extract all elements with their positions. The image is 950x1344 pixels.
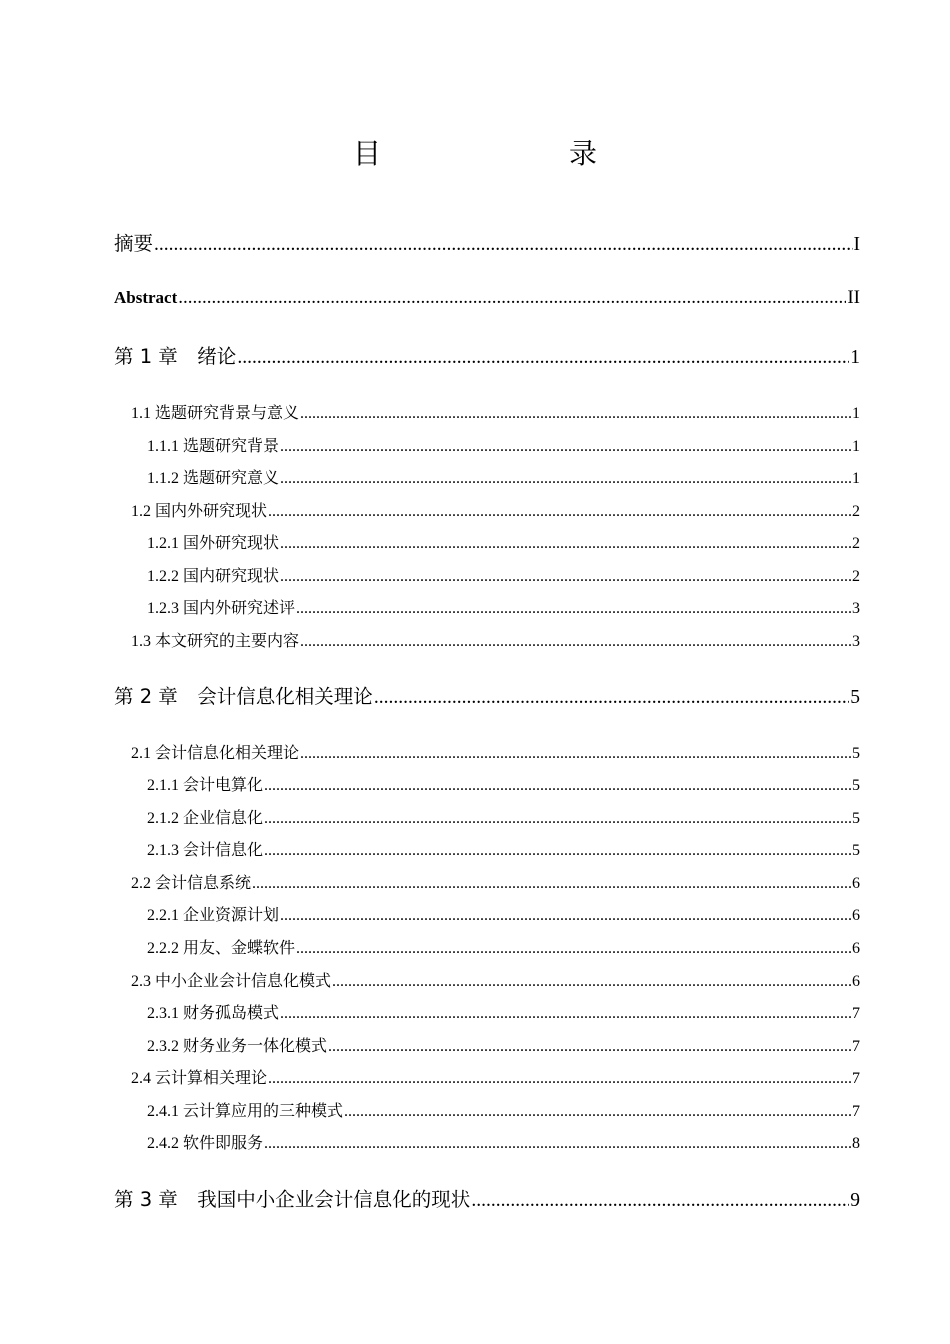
toc-entry-page: 2 xyxy=(852,535,860,552)
toc-entry-section-2-3-2[interactable] xyxy=(147,1033,860,1056)
dot-leader xyxy=(280,568,851,586)
toc-entry-page: 5 xyxy=(852,810,860,827)
toc-entry-label: 2.3 中小企业会计信息化模式 xyxy=(131,973,332,990)
toc-entry-label: 1.3 本文研究的主要内容 xyxy=(131,633,300,650)
toc-entry-abstract-cn[interactable] xyxy=(114,228,860,256)
toc-entry-label: 2.1.3 会计信息化 xyxy=(147,842,264,859)
toc-entry-label: 第 1 章 绪论 xyxy=(114,345,237,368)
dot-leader xyxy=(280,535,851,553)
toc-entry-page: 9 xyxy=(850,1190,860,1211)
toc-entry-label: 2.4.1 云计算应用的三种模式 xyxy=(147,1103,344,1120)
toc-entry-chapter-2[interactable] xyxy=(114,681,860,709)
dot-leader xyxy=(300,405,851,423)
toc-entry-section-2-4-1[interactable] xyxy=(147,1098,860,1121)
dot-leader xyxy=(296,940,851,958)
dot-leader xyxy=(344,1103,851,1121)
toc-entry-page: 6 xyxy=(852,907,860,924)
toc-entry-section-2-2[interactable] xyxy=(131,870,860,893)
toc-entry-section-1-2-1[interactable] xyxy=(147,530,860,553)
toc-entry-page: 8 xyxy=(852,1135,860,1152)
toc-entry-section-2-4-2[interactable] xyxy=(147,1130,860,1153)
dot-leader xyxy=(280,1005,851,1023)
dot-leader xyxy=(332,973,851,991)
toc-entry-label: 2.4.2 软件即服务 xyxy=(147,1135,264,1152)
dot-leader xyxy=(252,875,851,893)
toc-entry-label: 2.3.1 财务孤岛模式 xyxy=(147,1005,280,1022)
toc-entry-section-2-1-1[interactable] xyxy=(147,772,860,795)
toc-entry-page: 1 xyxy=(852,470,860,487)
toc-entry-label: 2.1 会计信息化相关理论 xyxy=(131,745,300,762)
toc-entry-label: 1.2.1 国外研究现状 xyxy=(147,535,280,552)
toc-entry-page: 7 xyxy=(852,1103,860,1120)
toc-entry-page: II xyxy=(847,287,860,308)
toc-entry-section-1-1-2[interactable] xyxy=(147,465,860,488)
dot-leader xyxy=(374,687,849,709)
toc-entry-page: 5 xyxy=(852,745,860,762)
toc-entry-section-1-2-3[interactable] xyxy=(147,595,860,618)
toc-entry-page: 5 xyxy=(852,777,860,794)
dot-leader xyxy=(300,633,851,651)
toc-entry-label: 2.1.2 企业信息化 xyxy=(147,810,264,827)
toc-entry-section-1-3[interactable] xyxy=(131,628,860,651)
toc-entry-label: Abstract xyxy=(114,288,178,307)
toc-entry-label: 2.3.2 财务业务一体化模式 xyxy=(147,1038,328,1055)
dot-leader xyxy=(264,777,851,795)
toc-entry-page: 3 xyxy=(852,633,860,650)
toc-entry-page: I xyxy=(853,234,860,255)
page-title: 目 录 xyxy=(352,137,641,170)
toc-entry-page: 6 xyxy=(852,973,860,990)
dot-leader xyxy=(280,438,851,456)
toc-entry-page: 5 xyxy=(850,687,860,708)
toc-entry-label: 1.2.2 国内研究现状 xyxy=(147,568,280,585)
toc-entry-section-2-4[interactable] xyxy=(131,1065,860,1088)
toc-entry-label: 2.1.1 会计电算化 xyxy=(147,777,264,794)
toc-entry-page: 1 xyxy=(852,405,860,422)
toc-entry-page: 5 xyxy=(852,842,860,859)
dot-leader xyxy=(264,842,851,860)
dot-leader xyxy=(280,470,851,488)
toc-entry-label: 摘要 xyxy=(114,232,154,255)
dot-leader xyxy=(268,503,851,521)
dot-leader xyxy=(280,907,851,925)
toc-entry-page: 2 xyxy=(852,503,860,520)
toc-entry-label: 第 3 章 我国中小企业会计信息化的现状 xyxy=(114,1188,471,1211)
dot-leader xyxy=(296,600,851,618)
toc-entry-label: 2.2 会计信息系统 xyxy=(131,875,252,892)
toc-entry-section-2-1-2[interactable] xyxy=(147,805,860,828)
toc-entry-label: 1.1.1 选题研究背景 xyxy=(147,438,280,455)
toc-entry-label: 1.1 选题研究背景与意义 xyxy=(131,405,300,422)
toc-entry-section-1-2-2[interactable] xyxy=(147,563,860,586)
toc-entry-section-2-1[interactable] xyxy=(131,740,860,763)
toc-entry-page: 6 xyxy=(852,875,860,892)
toc-entry-page: 1 xyxy=(850,347,860,368)
toc-entry-section-2-2-1[interactable] xyxy=(147,902,860,925)
toc-entry-section-1-1-1[interactable] xyxy=(147,433,860,456)
toc-entry-page: 7 xyxy=(852,1070,860,1087)
dot-leader xyxy=(268,1070,851,1088)
dot-leader xyxy=(471,1190,849,1212)
dot-leader xyxy=(237,347,849,369)
toc-entry-chapter-1[interactable] xyxy=(114,341,860,369)
dot-leader xyxy=(264,810,851,828)
toc-entry-label: 第 2 章 会计信息化相关理论 xyxy=(114,685,373,708)
dot-leader xyxy=(264,1135,851,1153)
toc-entry-label: 1.2 国内外研究现状 xyxy=(131,503,268,520)
toc-entry-section-2-1-3[interactable] xyxy=(147,837,860,860)
toc-entry-page: 1 xyxy=(852,438,860,455)
toc-entry-abstract-en[interactable] xyxy=(114,287,860,309)
toc-entry-page: 7 xyxy=(852,1038,860,1055)
toc-entry-label: 1.2.3 国内外研究述评 xyxy=(147,600,296,617)
toc-entry-section-2-3[interactable] xyxy=(131,968,860,991)
toc-entry-page: 3 xyxy=(852,600,860,617)
toc-entry-label: 2.4 云计算相关理论 xyxy=(131,1070,268,1087)
dot-leader xyxy=(178,287,846,309)
toc-entry-page: 7 xyxy=(852,1005,860,1022)
toc-entry-chapter-3[interactable] xyxy=(114,1184,860,1212)
toc-entry-label: 2.2.1 企业资源计划 xyxy=(147,907,280,924)
toc-entry-page: 2 xyxy=(852,568,860,585)
toc-entry-section-2-2-2[interactable] xyxy=(147,935,860,958)
toc-entry-section-1-1[interactable] xyxy=(131,400,860,423)
toc-entry-label: 1.1.2 选题研究意义 xyxy=(147,470,280,487)
toc-entry-section-2-3-1[interactable] xyxy=(147,1000,860,1023)
toc-entry-section-1-2[interactable] xyxy=(131,498,860,521)
toc-entry-page: 6 xyxy=(852,940,860,957)
toc-entry-label: 2.2.2 用友、金蝶软件 xyxy=(147,940,296,957)
dot-leader xyxy=(154,234,852,256)
dot-leader xyxy=(328,1038,851,1056)
dot-leader xyxy=(300,745,851,763)
